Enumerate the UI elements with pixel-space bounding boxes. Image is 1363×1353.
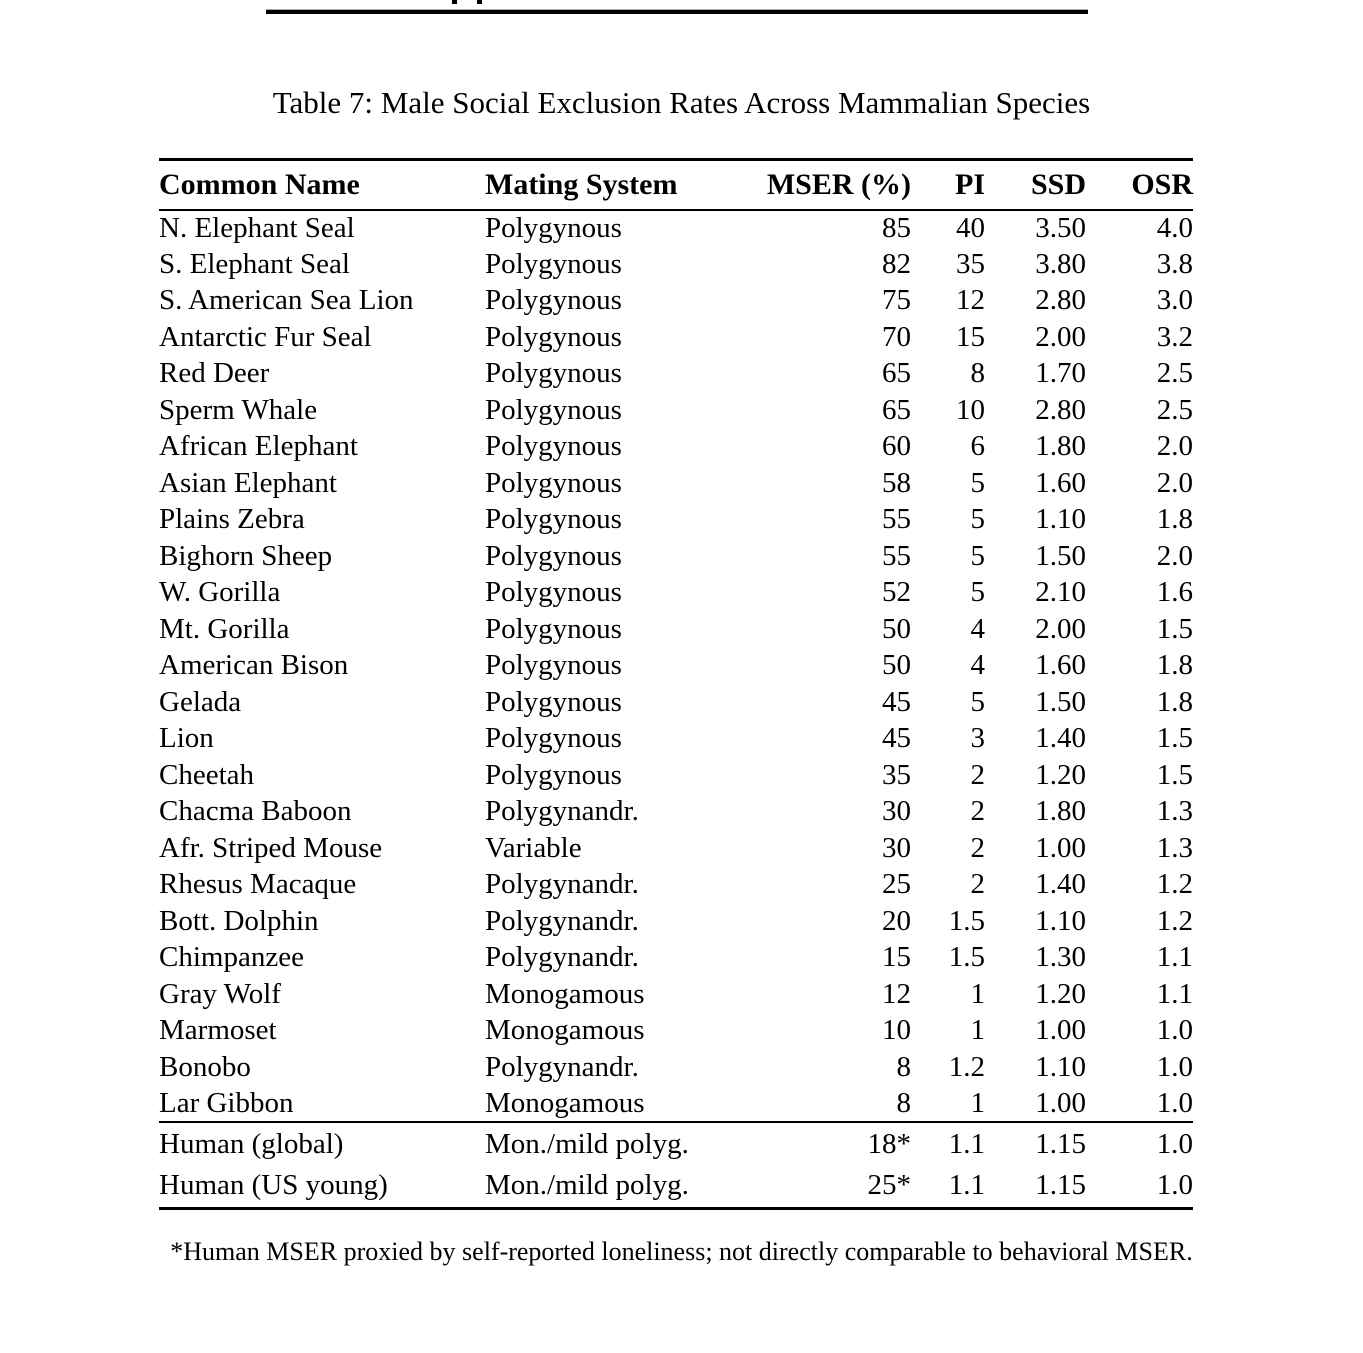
table-cell: Polygynous (485, 211, 622, 244)
table-cell: 2 (970, 758, 985, 791)
table-cell: Chimpanzee (159, 941, 304, 974)
column-header-osr: OSR (1131, 167, 1193, 201)
table-row (159, 830, 1193, 867)
table-cell: 1.10 (1035, 503, 1086, 536)
clipped-text-remnant (477, 0, 482, 4)
table-cell: 1 (970, 1014, 985, 1047)
table-cell: 55 (882, 539, 911, 572)
table-cell: 1.1 (948, 1169, 985, 1202)
table-row (159, 794, 1193, 831)
table-cell: 65 (882, 393, 911, 426)
table-row (159, 940, 1193, 977)
table-cell: 1.00 (1035, 1014, 1086, 1047)
column-header-pi: PI (955, 167, 985, 201)
table-cell: 1.0 (1156, 1127, 1193, 1160)
table-cell: Bighorn Sheep (159, 539, 333, 572)
table-cell: 1.60 (1035, 649, 1086, 682)
table-cell: 1.60 (1035, 466, 1086, 499)
table-cell: Human (US young) (159, 1169, 388, 1202)
table-cell: 1.8 (1156, 503, 1193, 536)
table-cell: 30 (882, 795, 911, 828)
table-cell: Mon./mild polyg. (485, 1127, 689, 1160)
table-cell: 1.00 (1035, 1086, 1086, 1119)
table-cell: 1.3 (1156, 831, 1193, 864)
table-cell: 1.15 (1035, 1127, 1086, 1160)
table-cell: Gelada (159, 685, 242, 718)
table-row (159, 757, 1193, 794)
table-cell: 8 (896, 1050, 911, 1083)
table-cell: American Bison (159, 649, 349, 682)
table-row (159, 1122, 1193, 1165)
table-row (159, 1086, 1193, 1123)
table-row (159, 465, 1193, 502)
table-body-human (159, 1122, 1193, 1208)
table-cell: 8 (896, 1086, 911, 1119)
table-cell: 1.40 (1035, 722, 1086, 755)
table-cell: Polygynous (485, 758, 622, 791)
table-cell: 12 (882, 977, 911, 1010)
table-cell: 40 (956, 211, 985, 244)
table-cell: 1.30 (1035, 941, 1086, 974)
table-cell: Polygynous (485, 722, 622, 755)
table-row (159, 283, 1193, 320)
table-cell: 1.1 (1156, 941, 1193, 974)
table-row (159, 721, 1193, 758)
table-row (159, 611, 1193, 648)
table-row (159, 356, 1193, 393)
table-cell: Polygynous (485, 685, 622, 718)
header-row (159, 160, 1193, 210)
table-cell: N. Elephant Seal (159, 211, 355, 244)
table-cell: Polygynous (485, 320, 622, 353)
table-cell: 3.8 (1156, 247, 1193, 280)
table-cell: 10 (956, 393, 985, 426)
table-cell: 5 (970, 539, 985, 572)
table-cell: 1.80 (1035, 430, 1086, 463)
table-cell: 1 (970, 1086, 985, 1119)
table-cell: 4 (970, 649, 985, 682)
table-cell: Red Deer (159, 357, 270, 390)
table-cell: 2.5 (1156, 357, 1193, 390)
table-row (159, 575, 1193, 612)
table-cell: Antarctic Fur Seal (159, 320, 372, 353)
table-cell: 4.0 (1156, 211, 1193, 244)
table-cell: Marmoset (159, 1014, 277, 1047)
table-cell: 1.0 (1156, 1169, 1193, 1202)
table-caption: Table 7: Male Social Exclusion Rates Across Mammalian Species (272, 85, 1091, 120)
table-cell: 1.1 (948, 1127, 985, 1160)
table-cell: Afr. Striped Mouse (159, 831, 383, 864)
table-body-species (159, 210, 1193, 1123)
table-cell: 85 (882, 211, 911, 244)
table-row (159, 246, 1193, 283)
table-cell: 5 (970, 576, 985, 609)
table-cell: 50 (882, 649, 911, 682)
table-cell: 75 (882, 284, 911, 317)
table-cell: 1.2 (1156, 868, 1193, 901)
table-row (159, 502, 1193, 539)
species-mser-table (159, 158, 1193, 1210)
table-row (159, 319, 1193, 356)
table-row (159, 429, 1193, 466)
table-cell: 2.0 (1156, 430, 1193, 463)
table-cell: 1.10 (1035, 1050, 1086, 1083)
table-cell: 1.0 (1156, 1050, 1193, 1083)
table-cell: 2.80 (1035, 393, 1086, 426)
table-row (159, 1013, 1193, 1050)
table-cell: 20 (882, 904, 911, 937)
table-cell: 1.0 (1156, 1014, 1193, 1047)
table-cell: 45 (882, 722, 911, 755)
table-cell: 2.00 (1035, 320, 1086, 353)
table-cell: 15 (956, 320, 985, 353)
table-cell: 1 (970, 977, 985, 1010)
table-cell: Plains Zebra (159, 503, 305, 536)
table-cell: Asian Elephant (159, 466, 337, 499)
table-cell: 1.1 (1156, 977, 1193, 1010)
table-cell: 6 (970, 430, 985, 463)
table-cell: 1.10 (1035, 904, 1086, 937)
table-cell: Monogamous (485, 1086, 645, 1119)
table-cell: Polygynous (485, 393, 622, 426)
table-cell: 1.20 (1035, 977, 1086, 1010)
table-cell: 25* (867, 1169, 911, 1202)
table-cell: 12 (956, 284, 985, 317)
table-cell: 30 (882, 831, 911, 864)
table-cell: 2.10 (1035, 576, 1086, 609)
table-row (159, 392, 1193, 429)
table-cell: 1.40 (1035, 868, 1086, 901)
table-cell: Polygynous (485, 576, 622, 609)
table-cell: Mon./mild polyg. (485, 1169, 689, 1202)
table-cell: 2 (970, 868, 985, 901)
table-cell: 35 (956, 247, 985, 280)
table-row (159, 867, 1193, 904)
table-cell: 1.50 (1035, 685, 1086, 718)
table-cell: 70 (882, 320, 911, 353)
table-row (159, 210, 1193, 247)
table-cell: 1.8 (1156, 649, 1193, 682)
table-cell: W. Gorilla (159, 576, 281, 609)
table-cell: 1.80 (1035, 795, 1086, 828)
table-cell: Human (global) (159, 1127, 344, 1160)
table-cell: African Elephant (159, 430, 358, 463)
table-cell: 55 (882, 503, 911, 536)
table-cell: 1.20 (1035, 758, 1086, 791)
table-row (159, 976, 1193, 1013)
table-cell: Polygynous (485, 612, 622, 645)
table-cell: 1.5 (948, 941, 985, 974)
table-footnote: *Human MSER proxied by self-reported loneliness; not directly comparable to behavioral MSER. (170, 1237, 1193, 1266)
previous-table-bottom-rule (266, 10, 1088, 14)
table-cell: Rhesus Macaque (159, 868, 357, 901)
table-cell: 1.0 (1156, 1086, 1193, 1119)
table-cell: 1.00 (1035, 831, 1086, 864)
table-cell: 1.5 (1156, 758, 1193, 791)
table-cell: Monogamous (485, 1014, 645, 1047)
table-cell: 25 (882, 868, 911, 901)
table-row (159, 1165, 1193, 1208)
table-cell: Lion (159, 722, 214, 755)
table-cell: Bott. Dolphin (159, 904, 319, 937)
table-cell: Bonobo (159, 1050, 251, 1083)
table-cell: 1.50 (1035, 539, 1086, 572)
column-header-common-name: Common Name (159, 167, 360, 201)
table-cell: 3.50 (1035, 211, 1086, 244)
table-cell: Mt. Gorilla (159, 612, 290, 645)
table-cell: Polygynous (485, 357, 622, 390)
table-cell: 1.2 (1156, 904, 1193, 937)
table-cell: 65 (882, 357, 911, 390)
table-cell: Polygynandr. (485, 868, 639, 901)
table-cell: 52 (882, 576, 911, 609)
table-cell: 2.0 (1156, 466, 1193, 499)
table-cell: Polygynandr. (485, 1050, 639, 1083)
table-cell: 8 (970, 357, 985, 390)
table-cell: 3.2 (1156, 320, 1193, 353)
table-cell: 2.0 (1156, 539, 1193, 572)
table-cell: S. American Sea Lion (159, 284, 414, 317)
table-header (159, 160, 1193, 210)
table-cell: 4 (970, 612, 985, 645)
table-cell: 5 (970, 503, 985, 536)
table-cell: 18* (867, 1127, 911, 1160)
table-cell: 3 (970, 722, 985, 755)
table-cell: Variable (485, 831, 582, 864)
table-cell: 1.6 (1156, 576, 1193, 609)
table-cell: 5 (970, 466, 985, 499)
table-cell: Polygynandr. (485, 941, 639, 974)
table-cell: 1.8 (1156, 685, 1193, 718)
table-cell: 2.80 (1035, 284, 1086, 317)
table-cell: Lar Gibbon (159, 1086, 294, 1119)
table-row (159, 684, 1193, 721)
table-cell: 2 (970, 795, 985, 828)
table-cell: 82 (882, 247, 911, 280)
table-cell: 1.3 (1156, 795, 1193, 828)
table-row (159, 538, 1193, 575)
table-cell: 50 (882, 612, 911, 645)
table-cell: Polygynous (485, 649, 622, 682)
clipped-text-remnant (452, 0, 457, 4)
table-cell: 1.5 (1156, 612, 1193, 645)
table-cell: Polygynandr. (485, 904, 639, 937)
table-cell: 5 (970, 685, 985, 718)
table-cell: Cheetah (159, 758, 255, 791)
table-cell: 1.15 (1035, 1169, 1086, 1202)
column-header-mating-system: Mating System (485, 167, 678, 201)
table-cell: S. Elephant Seal (159, 247, 350, 280)
column-header-mser: MSER (%) (766, 167, 911, 201)
table-cell: Sperm Whale (159, 393, 318, 426)
table-cell: Polygynandr. (485, 795, 639, 828)
table-cell: 58 (882, 466, 911, 499)
table-cell: 2 (970, 831, 985, 864)
table-cell: 1.5 (1156, 722, 1193, 755)
table-cell: Monogamous (485, 977, 645, 1010)
table-cell: Polygynous (485, 466, 622, 499)
table-cell: Gray Wolf (159, 977, 281, 1010)
table-row (159, 1049, 1193, 1086)
table-cell: 3.0 (1156, 284, 1193, 317)
table-cell: 1.70 (1035, 357, 1086, 390)
table-row (159, 648, 1193, 685)
table-cell: 15 (882, 941, 911, 974)
table-cell: Polygynous (485, 539, 622, 572)
table-cell: Polygynous (485, 284, 622, 317)
table-cell: Polygynous (485, 430, 622, 463)
table-cell: 35 (882, 758, 911, 791)
table-row (159, 903, 1193, 940)
table-cell: 2.00 (1035, 612, 1086, 645)
table-cell: 45 (882, 685, 911, 718)
table-cell: Polygynous (485, 503, 622, 536)
table-cell: 1.5 (948, 904, 985, 937)
table-cell: 3.80 (1035, 247, 1086, 280)
table-cell: Polygynous (485, 247, 622, 280)
table-cell: 2.5 (1156, 393, 1193, 426)
table-cell: 60 (882, 430, 911, 463)
column-header-ssd: SSD (1030, 167, 1086, 201)
table-cell: Chacma Baboon (159, 795, 352, 828)
table-cell: 10 (882, 1014, 911, 1047)
table-cell: 1.2 (948, 1050, 985, 1083)
